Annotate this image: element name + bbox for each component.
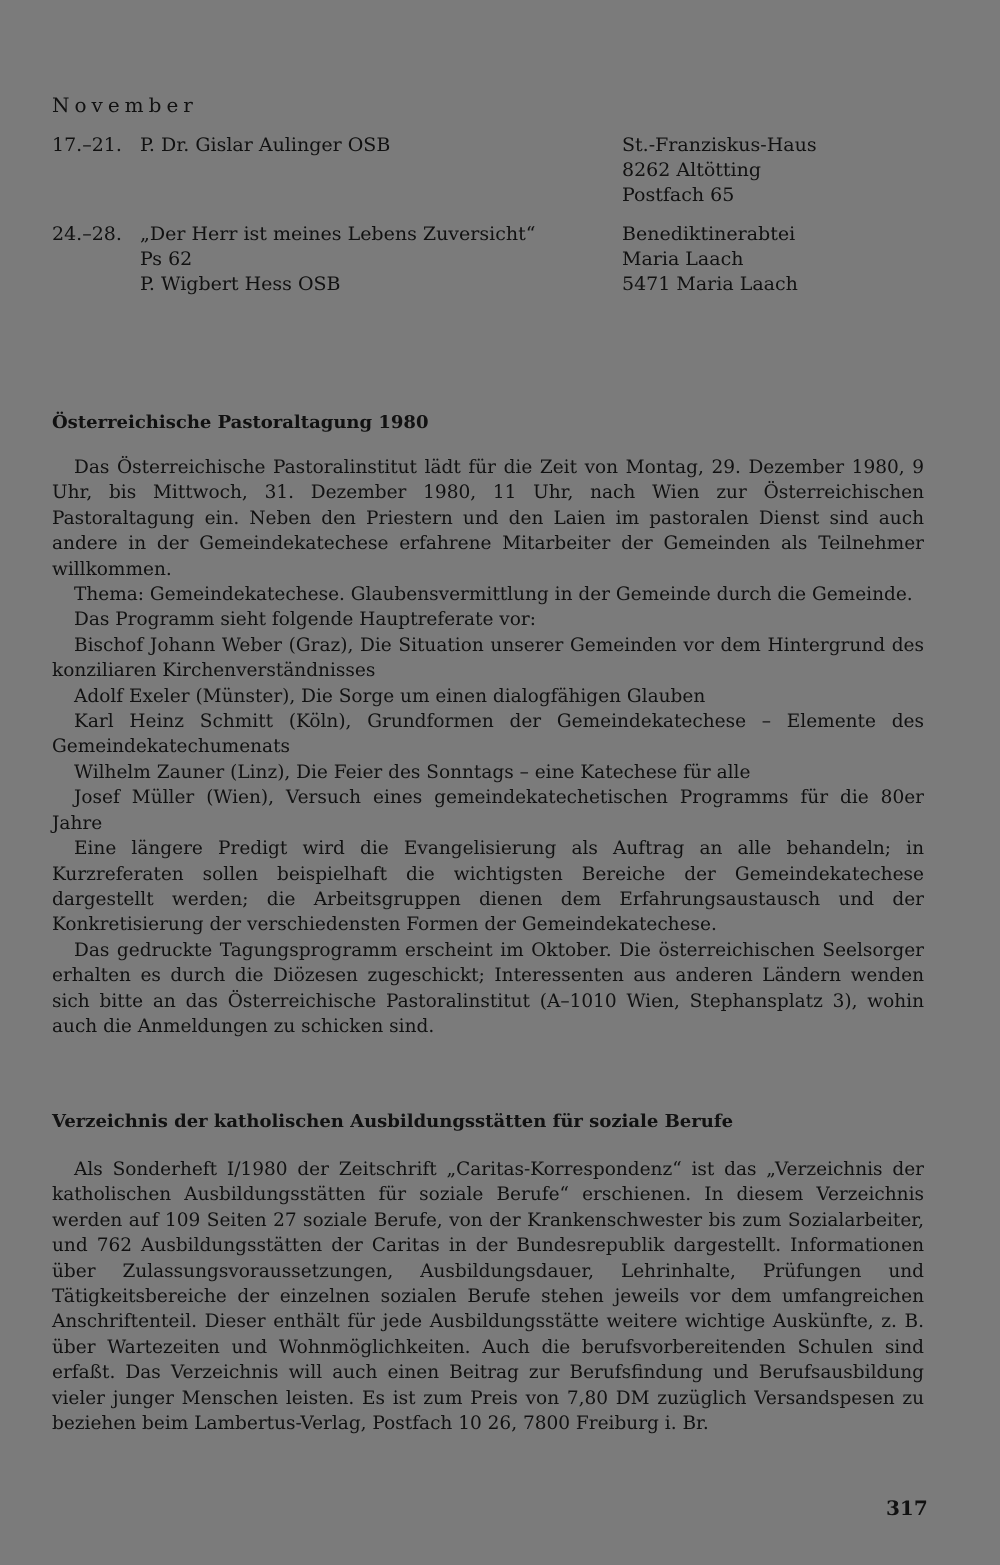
- section-heading-verzeichnis: Verzeichnis der katholischen Ausbildungsstätten für soziale Berufe: [52, 1111, 734, 1132]
- event-location-line: Postfach 65: [622, 184, 735, 206]
- page-number: 317: [886, 1496, 928, 1520]
- event-location: [622, 133, 962, 208]
- section-body-verzeichnis: [52, 1157, 924, 1436]
- section-heading-pastoraltagung: Österreichische Pastoraltagung 1980: [52, 412, 429, 433]
- paragraph: Eine längere Predigt wird die Evangelisierung als Auftrag an alle behandeln; in Kurzreferaten sollen beispielhaft die wichtigsten Bereiche der Gemeindekatechese dargestellt werden; die Arbeitsgruppen dienen dem Erfahrungsaustausch und der Konkretisierung der verschiedensten Formen der Gemeindekatechese.: [52, 838, 924, 936]
- event-description: [140, 222, 600, 297]
- event-location-line: St.-Franziskus-Haus: [622, 134, 817, 156]
- paragraph: Das Programm sieht folgende Hauptreferate vor:: [74, 609, 536, 631]
- paragraph: Adolf Exeler (Münster), Die Sorge um einen dialogfähigen Glauben: [74, 685, 706, 707]
- event-location-line: 5471 Maria Laach: [622, 273, 798, 295]
- event-location-line: 8262 Altötting: [622, 159, 762, 181]
- event-desc-line: „Der Herr ist meines Lebens Zuversicht“: [140, 223, 536, 245]
- event-date: 24.–28.: [52, 223, 122, 245]
- paragraph: Karl Heinz Schmitt (Köln), Grundformen der Gemeindekatechese – Elemente des Gemeindekatechumenats: [52, 711, 924, 758]
- event-desc-line: P. Dr. Gislar Aulinger OSB: [140, 134, 391, 156]
- paragraph: Als Sonderheft I/1980 der Zeitschrift „Caritas-Korrespondenz“ ist das „Verzeichnis der katholischen Ausbildungsstätten für soziale Berufe“ erschienen. In diesem Verzeichnis werden auf 109 Seiten 27 soziale Berufe, von der Krankenschwester bis zum Sozialarbeiter, und 762 Ausbildungsstätten der Caritas in der Bundesrepublik dargestellt. Informationen über Zulassungsvoraussetzungen, Ausbildungsdauer, Lehrinhalte, Prüfungen und Tätigkeitsbereiche der einzelnen sozialen Berufe stehen jeweils vor dem umfangreichen Anschriftenteil. Dieser enthält für jede Ausbildungsstätte weitere wichtige Auskünfte, z. B. über Wartezeiten und Wohnmöglichkeiten. Auch die berufsvorbereitenden Schulen sind erfaßt. Das Verzeichnis will auch einen Beitrag zur Berufsfindung und Berufsausbildung vieler junger Menschen leisten. Es ist zum Preis von 7,80 DM zuzüglich Versandspesen zu beziehen beim Lambertus-Verlag, Postfach 10 26, 7800 Freiburg i. Br.: [52, 1159, 924, 1435]
- paragraph: Das gedruckte Tagungsprogramm erscheint im Oktober. Die österreichischen Seelsorger erhalten es durch die Diözesen zugeschickt; Interessenten aus anderen Ländern wenden sich bitte an das Österreichische Pastoralinstitut (A–1010 Wien, Stephansplatz 3), wohin auch die Anmeldungen zu schicken sind.: [52, 939, 924, 1037]
- event-location-line: Benediktinerabtei: [622, 223, 796, 245]
- event-desc-line: P. Wigbert Hess OSB: [140, 273, 341, 295]
- paragraph: Wilhelm Zauner (Linz), Die Feier des Sonntags – eine Katechese für alle: [74, 761, 751, 783]
- paragraph: Thema: Gemeindekatechese. Glaubensvermittlung in der Gemeinde durch die Gemeinde.: [74, 584, 913, 606]
- section-body-pastoraltagung: [52, 455, 924, 1039]
- paragraph: Bischof Johann Weber (Graz), Die Situation unserer Gemeinden vor dem Hintergrund des konziliaren Kirchenverständnisses: [52, 634, 924, 682]
- event-location: [622, 222, 962, 297]
- event-description: [140, 133, 600, 158]
- event-location-line: Maria Laach: [622, 248, 744, 270]
- month-heading: November: [52, 93, 198, 117]
- paragraph: Josef Müller (Wien), Versuch eines gemeindekatechetischen Programms für die 80er Jahre: [52, 787, 924, 834]
- event-date: 17.–21.: [52, 134, 122, 156]
- event-desc-line: Ps 62: [140, 248, 193, 270]
- paragraph: Das Österreichische Pastoralinstitut lädt für die Zeit von Montag, 29. Dezember 1980, 9 Uhr, bis Mittwoch, 31. Dezember 1980, 11 Uhr, nach Wien zur Österreichischen Pastoraltagung ein. Neben den Priestern und den Laien im pastoralen Dienst sind auch andere in der Gemeindekatechese erfahrene Mitarbeiter der Gemeinden als Teilnehmer willkommen.: [52, 457, 924, 580]
